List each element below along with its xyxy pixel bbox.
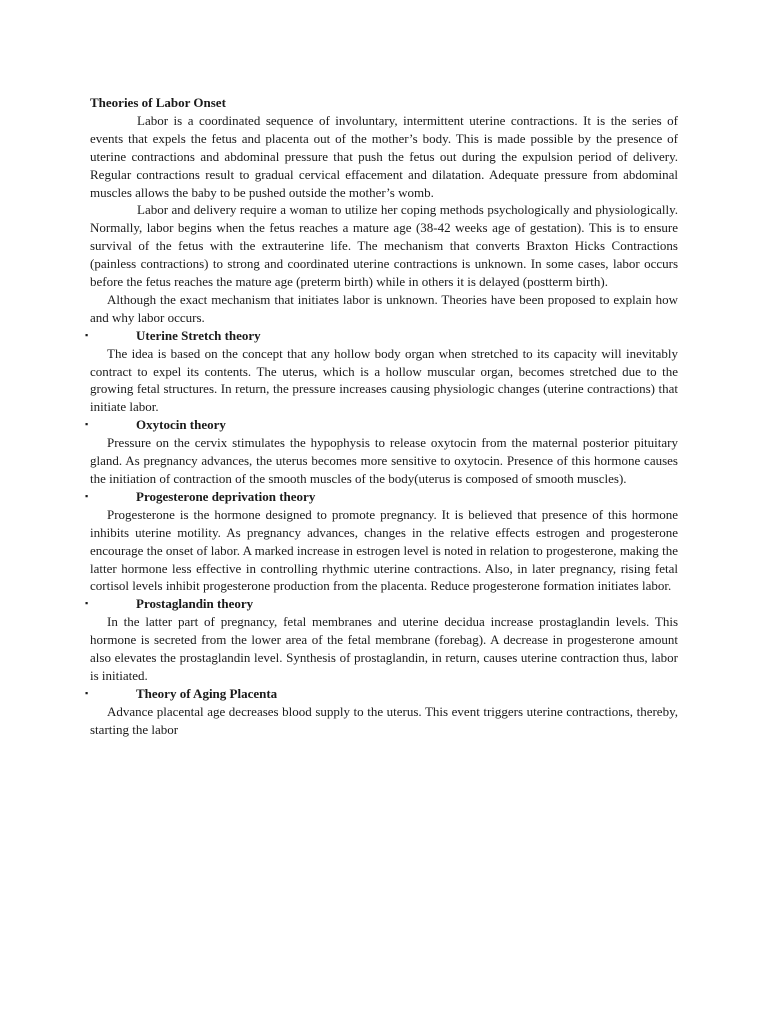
theory-heading	[85, 685, 678, 703]
bullet-icon: ▪	[85, 419, 89, 430]
intro-paragraph: Labor and delivery require a woman to utilize her coping methods psychologically and physiologically. Normally, labor begins when the fetus reaches a mature age (38-42 weeks age of gestation). This is to ensure survival of the fetus with the extrauterine life. The mechanism that converts Braxton Hicks Contractions (painless contractions) to strong and coordinated uterine contractions is unknown. In some cases, labor occurs before the fetus reaches the mature age (preterm birth) while in others it is delayed (postterm birth).	[90, 202, 678, 290]
theory-heading	[85, 416, 678, 434]
theory-body: The idea is based on the concept that any hollow body organ when stretched to its capacity will inevitably contract to expel its contents. The uterus, which is a hollow muscular organ, becomes stretched due to the growing fetal structures. In return, the pressure increases causing physiologic changes (uterine contractions) that initiate labor.	[90, 345, 678, 415]
theory-section	[85, 416, 678, 488]
theory-section	[85, 685, 678, 739]
bullet-icon: ▪	[85, 329, 89, 340]
theory-section	[85, 327, 678, 417]
theory-section	[85, 595, 678, 685]
theory-section	[85, 488, 678, 595]
theory-heading	[85, 595, 678, 613]
theory-heading-label: Uterine Stretch theory	[136, 327, 261, 343]
theory-body: Advance placental age decreases blood supply to the uterus. This event triggers uterine contractions, thereby, starting the labor	[90, 703, 678, 737]
intro-paragraph: Labor is a coordinated sequence of involuntary, intermittent uterine contractions. It is the series of events that expels the fetus and placenta out of the mother’s body. This is made possible by the presence of uterine contractions and abdominal pressure that push the fetus out during the expulsion period of delivery. Regular contractions result to gradual cervical effacement and dilatation. Adequate pressure from abdominal muscles allows the baby to be pushed outside the mother’s womb.	[90, 112, 678, 200]
theory-heading-label: Progesterone deprivation theory	[136, 488, 316, 504]
theory-body: Pressure on the cervix stimulates the hypophysis to release oxytocin from the maternal posterior pituitary gland. As pregnancy advances, the uterus becomes more sensitive to oxytocin. Presence of this hormone causes the initiation of contraction of the smooth muscles of the body(uterus is composed of smooth muscles).	[90, 435, 678, 486]
intro-paragraph: Although the exact mechanism that initiates labor is unknown. Theories have been proposed to explain how and why labor occurs.	[90, 291, 678, 325]
document-title: Theories of Labor Onset	[90, 95, 226, 110]
theory-heading-label: Oxytocin theory	[136, 417, 226, 433]
bullet-icon: ▪	[85, 687, 89, 698]
theory-body: Progesterone is the hormone designed to promote pregnancy. It is believed that presence of this hormone inhibits uterine motility. As pregnancy advances, changes in the relative effects estrogen and progesterone encourage the onset of labor. A marked increase in estrogen level is noted in relation to progesterone, making the latter hormone less effective in controlling rhythmic uterine contractions. Also, in later pregnancy, rising fetal cortisol levels inhibit progesterone production from the placenta. Reduce progesterone formation initiates labor.	[90, 506, 678, 594]
theory-heading-label: Theory of Aging Placenta	[136, 685, 278, 701]
theory-body: In the latter part of pregnancy, fetal membranes and uterine decidua increase prostaglandin levels. This hormone is secreted from the lower area of the fetal membrane (forebag). A decrease in progesterone amount also elevates the prostaglandin level. Synthesis of prostaglandin, in return, causes uterine contraction thus, labor is initiated.	[90, 614, 678, 683]
theory-heading-label: Prostaglandin theory	[136, 596, 254, 612]
document-body	[85, 94, 678, 739]
theory-heading	[85, 327, 678, 345]
theory-heading	[85, 488, 678, 506]
bullet-icon: ▪	[85, 490, 89, 501]
bullet-icon: ▪	[85, 598, 89, 609]
